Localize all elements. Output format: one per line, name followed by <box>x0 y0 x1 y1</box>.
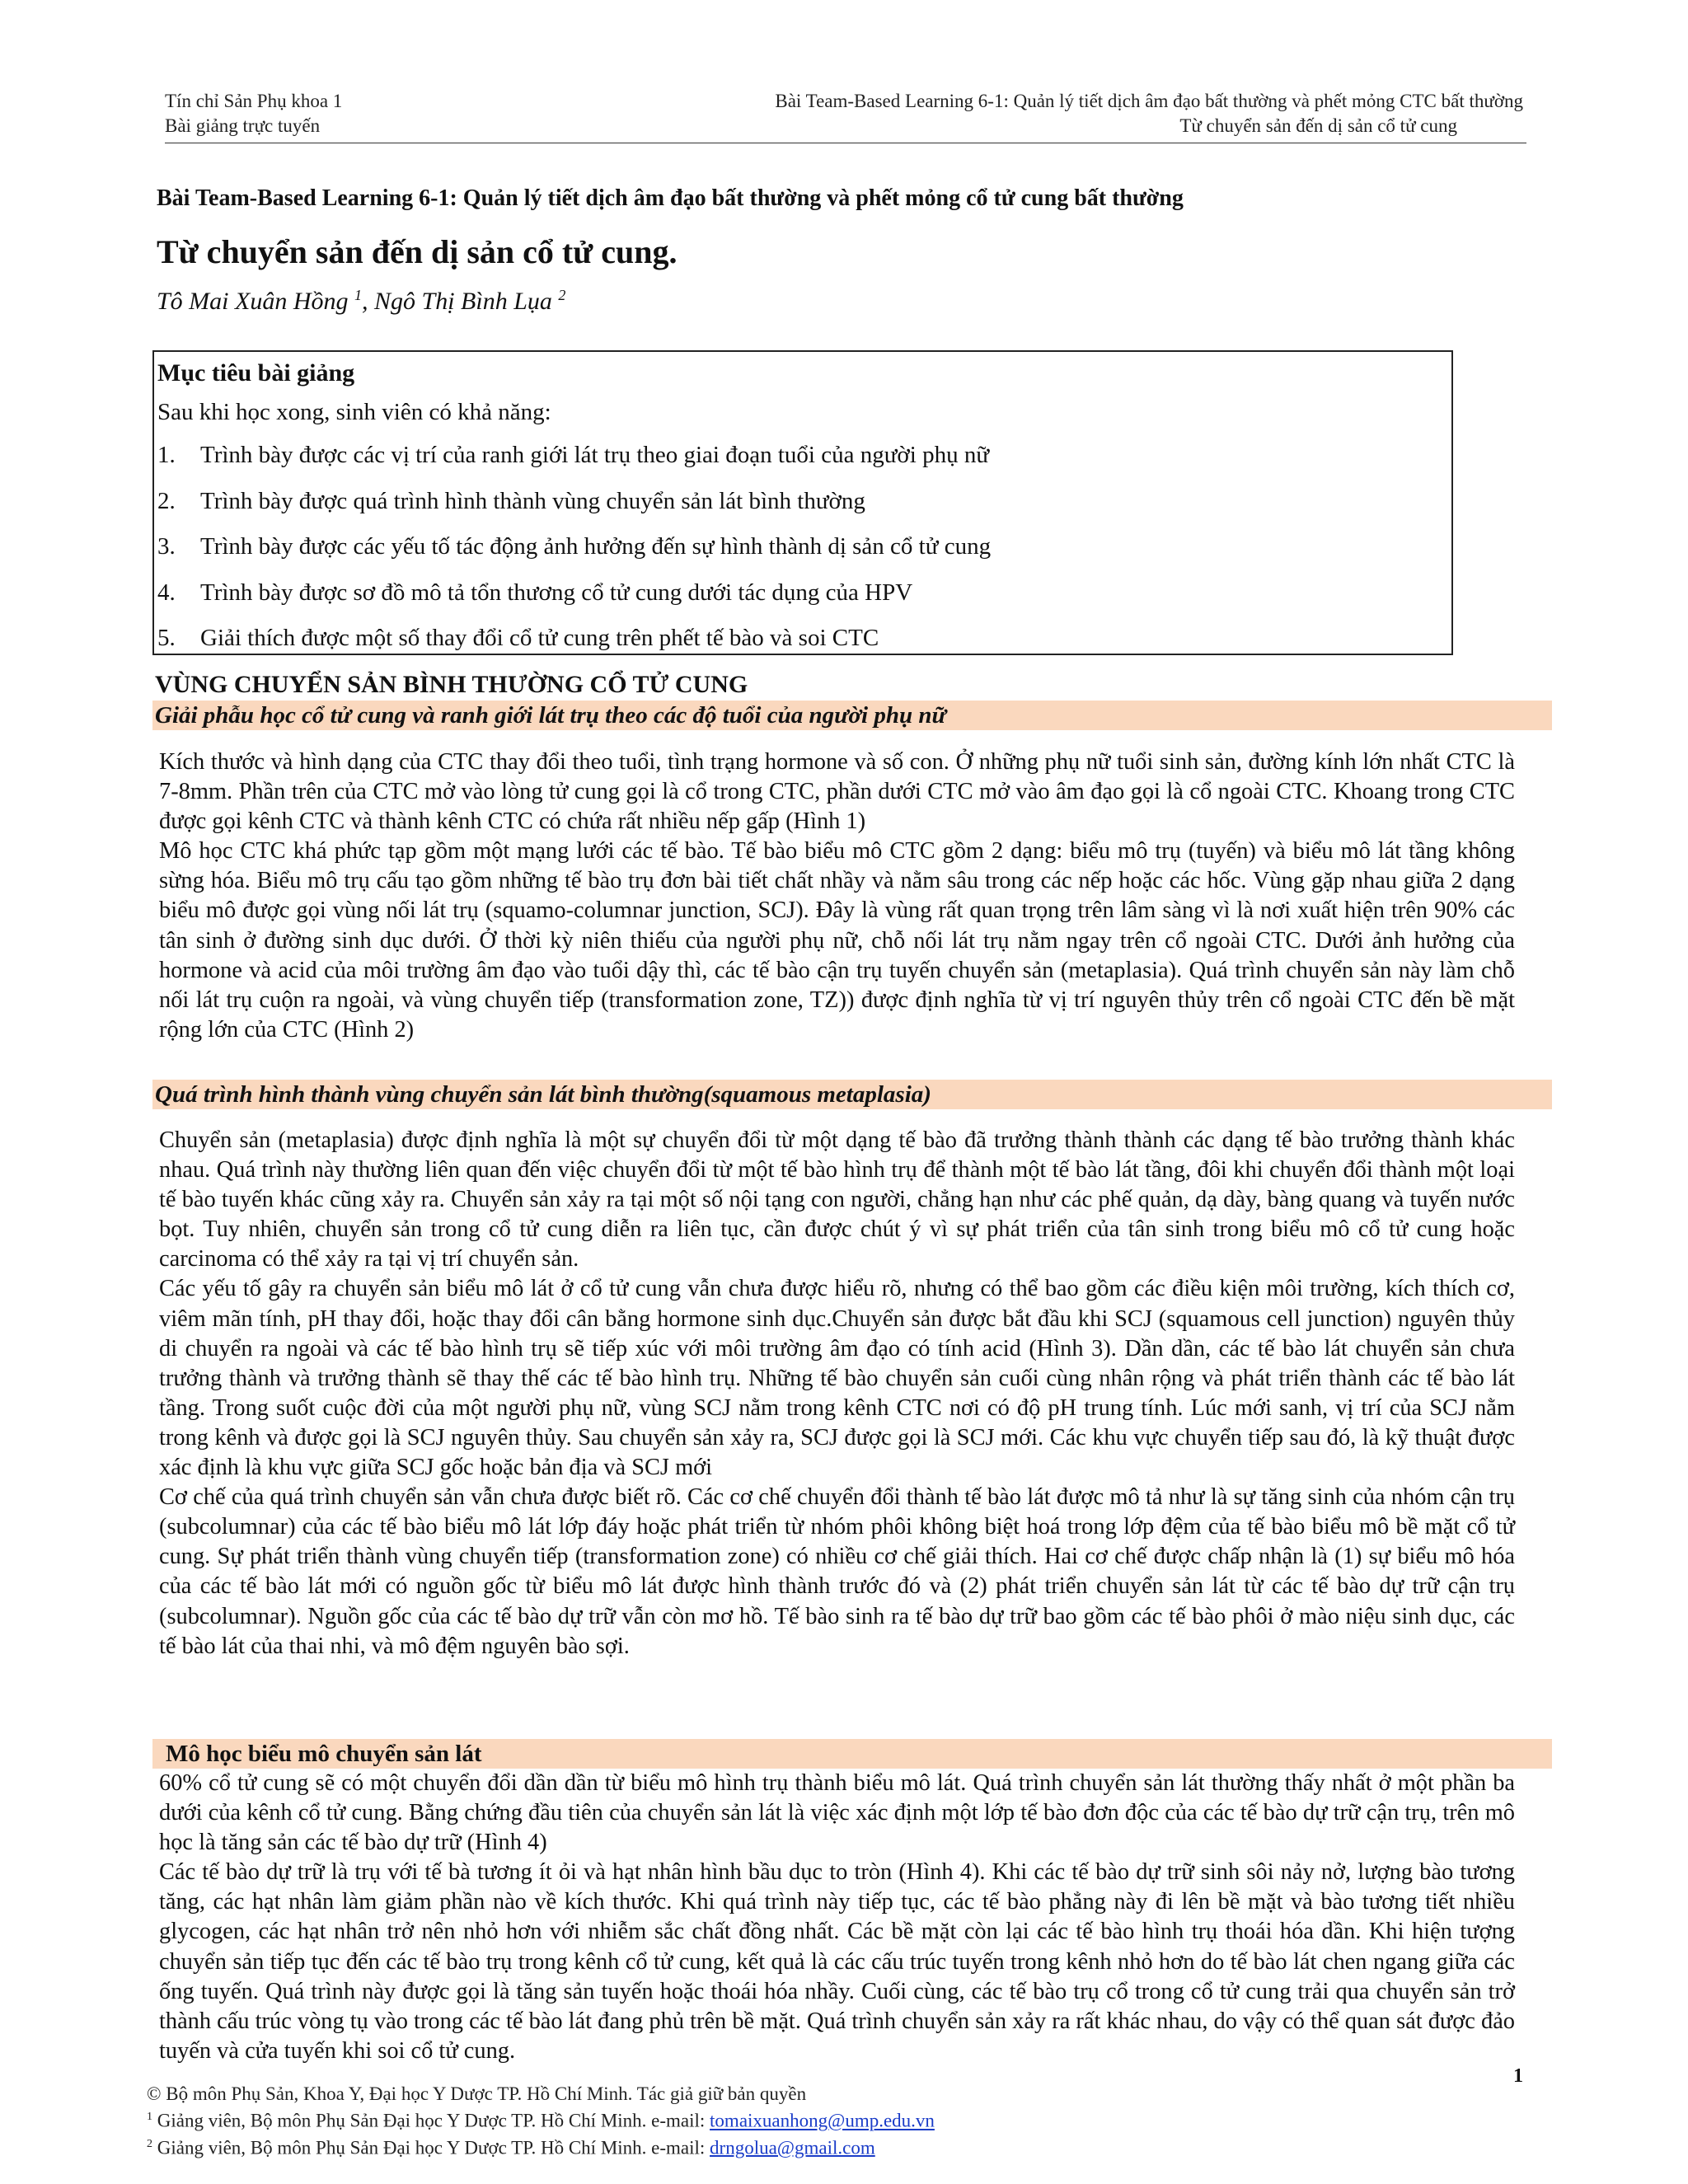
section-heading: VÙNG CHUYỂN SẢN BÌNH THƯỜNG CỔ TỬ CUNG <box>155 671 748 698</box>
author-line <box>157 287 565 316</box>
objective-number: 4. <box>157 579 176 606</box>
subheading-metaplasia-process: Quá trình hình thành vùng chuyển sản lát bình thường(squamous metaplasia) <box>152 1080 1552 1109</box>
objective-text: Trình bày được các yếu tố tác động ảnh hưởng đến sự hình thành dị sản cổ tử cung <box>200 533 992 560</box>
objective-item <box>157 570 1448 616</box>
objectives-intro: Sau khi học xong, sinh viên có khả năng: <box>157 399 551 425</box>
paragraph: Kích thước và hình dạng của CTC thay đổi theo tuổi, tình trạng hormone và số con. Ở những phụ nữ tuổi sinh sản, đường kính lớn nhất CTC là 7-8mm. Phần trên của CTC mở vào lòng tử cung gọi là cổ trong CTC, phần dưới CTC mở vào âm đạo gọi là cổ ngoài CTC. Khoang trong CTC được gọi kênh CTC và thành kênh CTC có chứa rất nhiều nếp gấp (Hình 1) <box>159 749 1515 835</box>
paragraph: Chuyển sản (metaplasia) được định nghĩa là một sự chuyển đổi từ một dạng tế bào đã trưởng thành thành các dạng tế bào trưởng thành khác nhau. Quá trình này thường liên quan đến việc chuyển đổi từ một tế bào hình trụ để thành một tế bào lát tầng, đôi khi chuyển đổi thành một loại tế bào tuyến khác cũng xảy ra. Chuyển sản xảy ra tại một số nội tạng con người, chẳng hạn như các phế quản, dạ dày, bàng quang và tuyến nước bọt. Tuy nhiên, chuyển sản trong cổ tử cung diễn ra liên tục, cần được chút ý vì sự phát triển của tân sinh trong biểu mô cổ tử cung hoặc carcinoma có thể xảy ra tại vị trí chuyển sản. <box>159 1127 1515 1272</box>
author-2: Ngô Thị Bình Lụa <box>374 288 552 315</box>
objective-item <box>157 616 1448 662</box>
objective-item <box>157 524 1448 570</box>
copyright-line: © Bộ môn Phụ Sản, Khoa Y, Đại học Y Dược TP. Hồ Chí Minh. Tác giả giữ bản quyền <box>147 2083 807 2104</box>
header-type: Bài giảng trực tuyến <box>165 115 321 136</box>
page-number: 1 <box>1513 2065 1523 2087</box>
author-2-note: 2 <box>558 287 566 303</box>
author-1-note: 1 <box>354 287 362 303</box>
objectives-heading: Mục tiêu bài giảng <box>157 359 355 387</box>
objectives-list <box>157 433 1448 662</box>
objective-text: Trình bày được quá trình hình thành vùng chuyển sản lát bình thường <box>200 487 865 514</box>
objective-number: 2. <box>157 487 176 514</box>
objectives-box <box>152 350 1453 655</box>
subheading-histology: Mô học biểu mô chuyển sản lát <box>152 1739 1552 1769</box>
objective-text: Giải thích được một số thay đổi cổ tử cung trên phết tế bào và soi CTC <box>200 625 879 651</box>
email-link-2[interactable]: drngolua@gmail.com <box>710 2137 875 2158</box>
objective-number: 5. <box>157 625 176 651</box>
objective-number: 3. <box>157 533 176 560</box>
footnote-1-text: Giảng viên, Bộ môn Phụ Sản Đại học Y Dược TP. Hồ Chí Minh. e-mail: <box>152 2110 710 2131</box>
paragraph: Cơ chế của quá trình chuyển sản vẫn chưa được biết rõ. Các cơ chế chuyển đổi thành tế bào lát được mô tả như là sự tăng sinh của nhóm cận trụ (subcolumnar) của các tế bào biểu mô lát lớp đáy hoặc phát triển từ nhóm phôi không biệt hoá trong lớp đệm của tế bào biểu mô bề mặt cổ tử cung. Sự phát triển thành vùng chuyển tiếp (transformation zone) có nhiều cơ chế giải thích. Hai cơ chế được chấp nhận là (1) sự biểu mô hóa của các tế bào lát mới có nguồn gốc từ biểu mô lát được hình thành trước đó và (2) phát triển chuyển sản lát từ các tế bào dự trữ cận trụ (subcolumnar). Nguồn gốc của các tế bào dự trữ vẫn còn mơ hồ. Tế bào sinh ra tế bào dự trữ bao gồm các tế bào phôi ở mào niệu sinh dục, các tế bào lát của thai nhi, và mô đệm nguyên bào sợi. <box>159 1484 1515 1659</box>
author-1: Tô Mai Xuân Hồng <box>157 288 349 315</box>
header-lesson: Bài Team-Based Learning 6-1: Quản lý tiết dịch âm đạo bất thường và phết mỏng CTC bất thường <box>775 91 1523 111</box>
header-topic: Từ chuyển sản đến dị sản cổ tử cung <box>1179 115 1457 136</box>
objective-item <box>157 433 1448 479</box>
objective-number: 1. <box>157 442 176 468</box>
objective-item <box>157 479 1448 525</box>
running-header <box>165 89 1523 138</box>
author-separator: , <box>362 288 374 315</box>
footnote-1 <box>147 2106 935 2133</box>
body-metaplasia-process <box>159 1126 1515 1661</box>
paragraph: 60% cổ tử cung sẽ có một chuyển đổi dần dần từ biểu mô hình trụ thành biểu mô lát. Quá trình chuyển sản lát thường thấy nhất ở một phần ba dưới của kênh cổ tử cung. Bằng chứng đầu tiên của chuyển sản lát là việc xác định một lớp tế bào đơn độc của các tế bào dự trữ cận trụ, trên mô học là tăng sản các tế bào dự trữ (Hình 4) <box>159 1770 1515 1856</box>
footnote-1-number: 1 <box>147 2111 152 2123</box>
footnote-2-text: Giảng viên, Bộ môn Phụ Sản Đại học Y Dược TP. Hồ Chí Minh. e-mail: <box>152 2137 710 2158</box>
footnote-2 <box>147 2133 935 2160</box>
paragraph: Các tế bào dự trữ là trụ với tế bà tương ít ỏi và hạt nhân hình bầu dục to tròn (Hình 4). Khi các tế bào dự trữ sinh sôi nảy nở, lượng bào tương tăng, các hạt nhân làm giảm phần nào về kích thước. Khi quá trình này tiếp tục, các tế bào phẳng này đi lên bề mặt và bào tương tiết nhiều glycogen, các hạt nhân trở nên nhỏ hơn với nhiễm sắc chất đồng nhất. Các bề mặt còn lại các tế bào hình trụ thoái hóa dần. Khi hiện tượng chuyển sản tiếp tục đến các tế bào trụ trong kênh cổ tử cung, kết quả là các cấu trúc tuyến trong kênh nhỏ hơn do tế bào lát chen ngang giữa các ống tuyến. Quá trình này được gọi là tăng sản tuyến hoặc thoái hóa nhầy. Cuối cùng, các tế bào trụ cổ trong cổ tử cung trải qua chuyển sản trở thành cấu trúc vòng tụ vào trong các tế bào lát đang phủ trên bề mặt. Quá trình chuyển sản xảy ra rất khác nhau, do vậy có thể quan sát được đảo tuyến và cửa tuyến khi soi cổ tử cung. <box>159 1859 1515 2064</box>
email-link-1[interactable]: tomaixuanhong@ump.edu.vn <box>710 2110 935 2131</box>
footer-notes <box>147 2083 935 2159</box>
paragraph: Các yếu tố gây ra chuyển sản biểu mô lát ở cổ tử cung vẫn chưa được hiểu rõ, nhưng có thể bao gồm các điều kiện môi trường, kích thích cơ, viêm mãn tính, pH thay đổi, hoặc thay đổi cân bằng hormone sinh dục.Chuyển sản được bắt đầu khi SCJ (squamous cell junction) nguyên thủy di chuyển ra ngoài và các tế bào hình trụ sẽ tiếp xúc với môi trường âm đạo có tính acid (Hình 3). Dần dần, các tế bào lát chuyển sản chưa trưởng thành và trưởng thành sẽ thay thế các tế bào hình trụ. Những tế bào chuyển sản cuối cùng nhân rộng và phát triển thành các tế bào lát tầng. Trong suốt cuộc đời của một người phụ nữ, vùng SCJ nằm trong kênh CTC nơi có độ pH trung tính. Lúc mới sanh, vị trí của SCJ nằm trong kênh và được gọi là SCJ nguyên thủy. Sau chuyển sản xảy ra, SCJ được gọi là SCJ mới. Các khu vực chuyển tiếp sau đó, là kỹ thuật được xác định là khu vực giữa SCJ gốc hoặc bản địa và SCJ mới <box>159 1276 1515 1481</box>
page-title: Từ chuyển sản đến dị sản cổ tử cung. <box>157 233 678 270</box>
objective-text: Trình bày được các vị trí của ranh giới lát trụ theo giai đoạn tuổi của người phụ nữ <box>200 442 990 468</box>
body-histology <box>159 1769 1515 2066</box>
subheading-anatomy: Giải phẫu học cổ tử cung và ranh giới lát trụ theo các độ tuổi của người phụ nữ <box>152 701 1552 730</box>
lesson-supertitle: Bài Team-Based Learning 6-1: Quản lý tiết dịch âm đạo bất thường và phết mỏng cổ tử cung bất thường <box>157 185 1184 211</box>
objective-text: Trình bày được sơ đồ mô tả tổn thương cổ tử cung dưới tác dụng của HPV <box>200 579 913 606</box>
footnote-2-number: 2 <box>147 2137 152 2150</box>
header-course: Tín chỉ Sản Phụ khoa 1 <box>165 91 343 111</box>
paragraph: Mô học CTC khá phức tạp gồm một mạng lưới các tế bào. Tế bào biểu mô CTC gồm 2 dạng: biểu mô trụ (tuyến) và biểu mô lát tầng không sừng hóa. Biểu mô trụ cấu tạo gồm những tế bào trụ đơn bài tiết chất nhầy và nằm sâu trong các nếp hoặc các hốc. Vùng gặp nhau giữa 2 dạng biểu mô được gọi vùng nối lát trụ (squamo-columnar junction, SCJ). Đây là vùng rất quan trọng trên lâm sàng vì là nơi xuất hiện trên 90% các tân sinh ở đường sinh dục dưới. Ở thời kỳ niên thiếu của người phụ nữ, chỗ nối lát trụ nằm ngay trên cổ ngoài CTC. Dưới ảnh hưởng của hormone và acid của môi trường âm đạo vào tuổi dậy thì, các tế bào cận trụ tuyến chuyển sản (metaplasia). Quá trình chuyển sản này làm chỗ nối lát trụ cuộn ra ngoài, và vùng chuyển tiếp (transformation zone, TZ)) được định nghĩa từ vị trí nguyên thủy trên cổ ngoài CTC đến bề mặt rộng lớn của CTC (Hình 2) <box>159 838 1515 1043</box>
body-anatomy <box>159 748 1515 1045</box>
